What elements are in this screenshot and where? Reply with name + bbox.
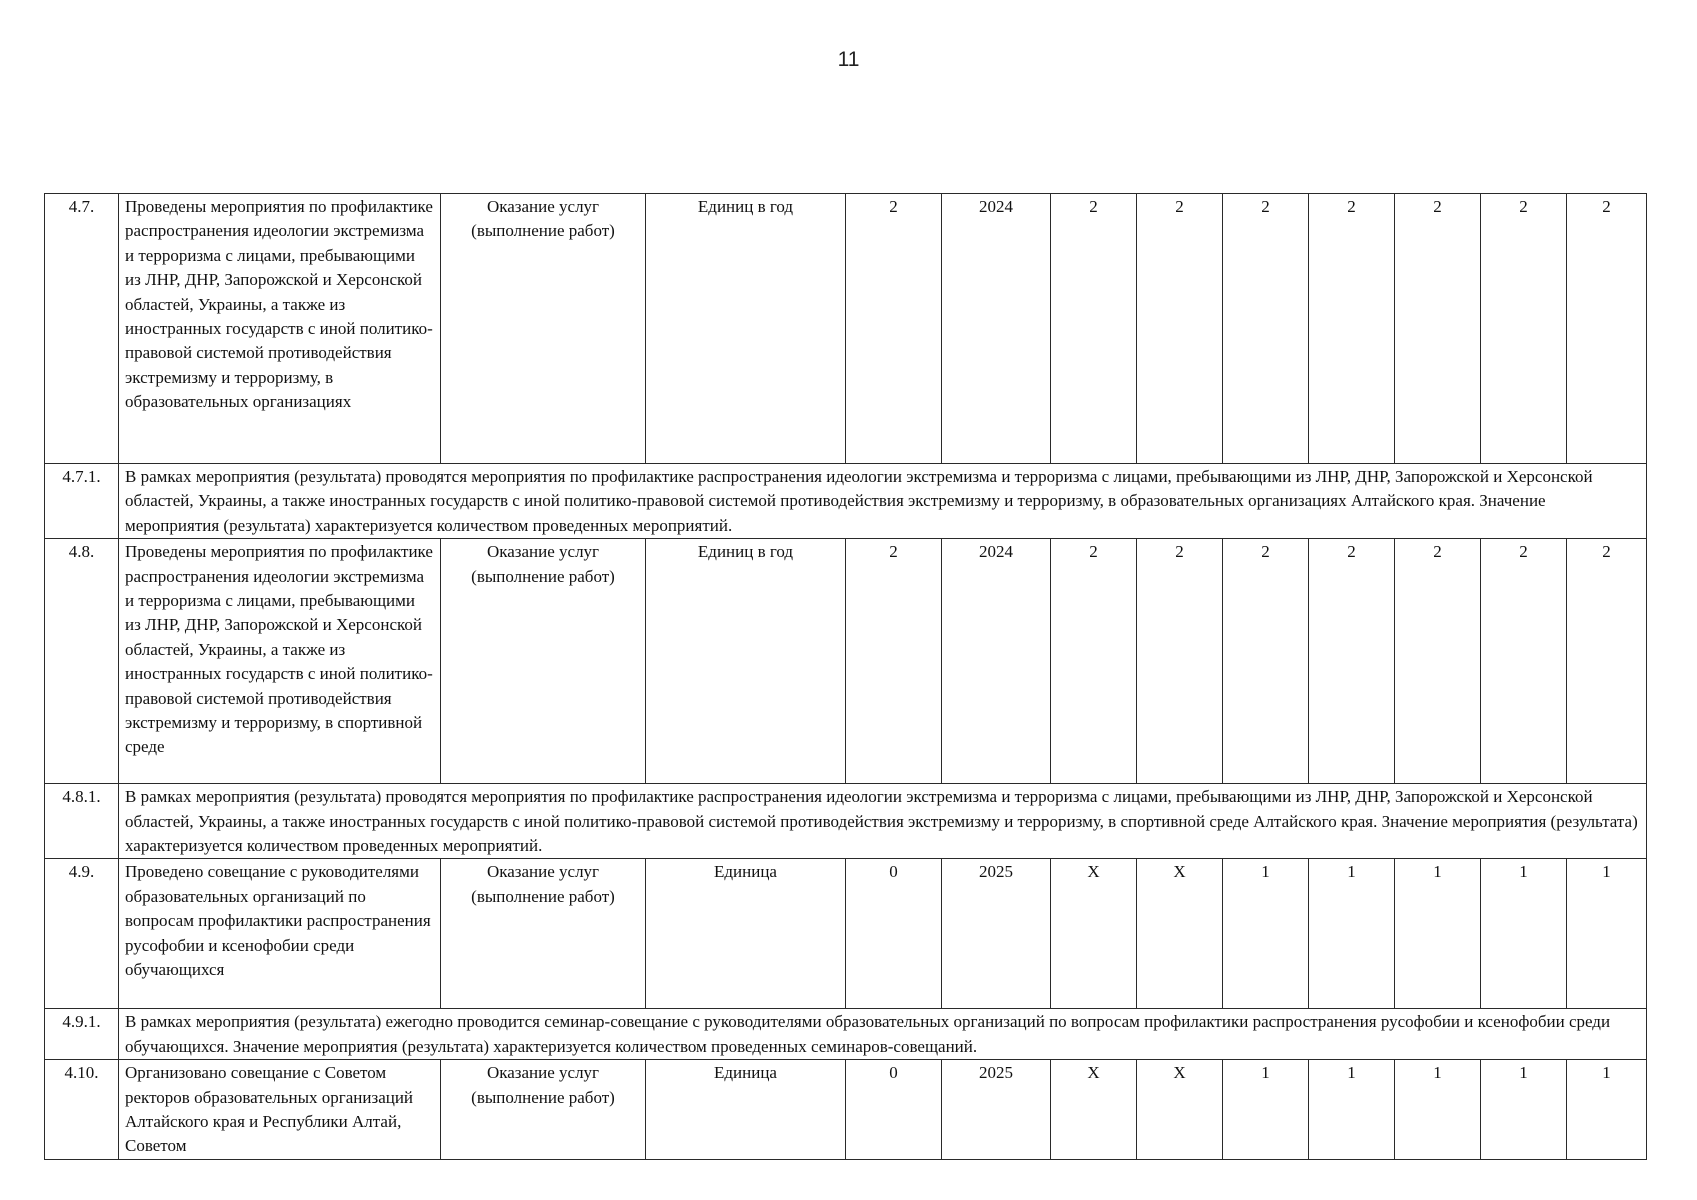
- page-number: 11: [837, 48, 860, 71]
- unit-of-measure: Единица: [646, 1060, 846, 1160]
- result-name: Проведены мероприятия по профилактике распространения идеологии экстремизма и терроризма с лицами, пребывающими из ЛНР, ДНР, Запорожской и Херсонской областей, Украины, а также из иностранных государств с иной политико-правовой системой противодействия экстремизму и терроризму, в образовательных организациях: [119, 194, 441, 464]
- year-value: 1: [1309, 1060, 1395, 1160]
- row-number: 4.10.: [45, 1060, 119, 1160]
- year-value: 1: [1223, 859, 1309, 1009]
- row-number: 4.9.: [45, 859, 119, 1009]
- year-value: X: [1137, 859, 1223, 1009]
- base-year: 2024: [942, 539, 1051, 784]
- year-value: 1: [1223, 1060, 1309, 1160]
- result-description: В рамках мероприятия (результата) проводятся мероприятия по профилактике распространения идеологии экстремизма и терроризма с лицами, пребывающими из ЛНР, ДНР, Запорожской и Херсонской областей, Украины, а также иностранных государств с иной политико-правовой системой противодействия экстремизму и терроризму, в образовательных организациях Алтайского края. Значение мероприятия (результата) характеризуется количеством проведенных мероприятий.: [119, 464, 1647, 539]
- year-value: 1: [1567, 1060, 1647, 1160]
- year-value: 2: [1137, 194, 1223, 464]
- year-value: 1: [1309, 859, 1395, 1009]
- year-value: 2: [1223, 194, 1309, 464]
- year-value: 1: [1395, 859, 1481, 1009]
- year-value: X: [1051, 1060, 1137, 1160]
- row-number: 4.7.: [45, 194, 119, 464]
- year-value: 2: [1051, 539, 1137, 784]
- year-value: 2: [1567, 539, 1647, 784]
- year-value: 1: [1481, 859, 1567, 1009]
- year-value: 2: [1567, 194, 1647, 464]
- year-value: X: [1051, 859, 1137, 1009]
- base-year: 2025: [942, 1060, 1051, 1160]
- year-value: 2: [1481, 194, 1567, 464]
- table-row: [45, 464, 1647, 539]
- base-year: 2024: [942, 194, 1051, 464]
- year-value: 1: [1567, 859, 1647, 1009]
- year-value: 2: [1395, 539, 1481, 784]
- table-row: [45, 859, 1647, 1009]
- base-value: 2: [846, 194, 942, 464]
- result-type: Оказание услуг (выполнение работ): [441, 194, 646, 464]
- year-value: 2: [1309, 539, 1395, 784]
- year-value: 2: [1223, 539, 1309, 784]
- year-value: 1: [1395, 1060, 1481, 1160]
- year-value: 1: [1481, 1060, 1567, 1160]
- result-description: В рамках мероприятия (результата) ежегодно проводится семинар-совещание с руководителями образовательных организаций по вопросам профилактики распространения русофобии и ксенофобии среди обучающихся. Значение мероприятия (результата) характеризуется количеством проведенных семинаров-совещаний.: [119, 1009, 1647, 1060]
- row-number: 4.7.1.: [45, 464, 119, 539]
- result-type: Оказание услуг (выполнение работ): [441, 859, 646, 1009]
- unit-of-measure: Единиц в год: [646, 539, 846, 784]
- result-name: Организовано совещание с Советом ректоров образовательных организаций Алтайского края и Республики Алтай, Советом: [119, 1060, 441, 1160]
- results-table: [44, 193, 1647, 1160]
- row-number: 4.9.1.: [45, 1009, 119, 1060]
- table-row: [45, 539, 1647, 784]
- result-type: Оказание услуг (выполнение работ): [441, 539, 646, 784]
- row-number: 4.8.: [45, 539, 119, 784]
- base-value: 0: [846, 1060, 942, 1160]
- year-value: 2: [1481, 539, 1567, 784]
- year-value: 2: [1309, 194, 1395, 464]
- table-row: [45, 1009, 1647, 1060]
- unit-of-measure: Единица: [646, 859, 846, 1009]
- result-description: В рамках мероприятия (результата) проводятся мероприятия по профилактике распространения идеологии экстремизма и терроризма с лицами, пребывающими из ЛНР, ДНР, Запорожской и Херсонской областей, Украины, а также иностранных государств с иной политико-правовой системой противодействия экстремизму и терроризму, в спортивной среде Алтайского края. Значение мероприятия (результата) характеризуется количеством проведенных мероприятий.: [119, 784, 1647, 859]
- table-row: [45, 784, 1647, 859]
- base-year: 2025: [942, 859, 1051, 1009]
- base-value: 2: [846, 539, 942, 784]
- row-number: 4.8.1.: [45, 784, 119, 859]
- table-row: [45, 1060, 1647, 1160]
- base-value: 0: [846, 859, 942, 1009]
- result-name: Проведено совещание с руководителями образовательных организаций по вопросам профилактики распространения русофобии и ксенофобии среди обучающихся: [119, 859, 441, 1009]
- table-row: [45, 194, 1647, 464]
- year-value: 2: [1137, 539, 1223, 784]
- unit-of-measure: Единиц в год: [646, 194, 846, 464]
- year-value: 2: [1051, 194, 1137, 464]
- result-name: Проведены мероприятия по профилактике распространения идеологии экстремизма и терроризма с лицами, пребывающими из ЛНР, ДНР, Запорожской и Херсонской областей, Украины, а также из иностранных государств с иной политико-правовой системой противодействия экстремизму и терроризму, в спортивной среде: [119, 539, 441, 784]
- year-value: 2: [1395, 194, 1481, 464]
- result-type: Оказание услуг (выполнение работ): [441, 1060, 646, 1160]
- year-value: X: [1137, 1060, 1223, 1160]
